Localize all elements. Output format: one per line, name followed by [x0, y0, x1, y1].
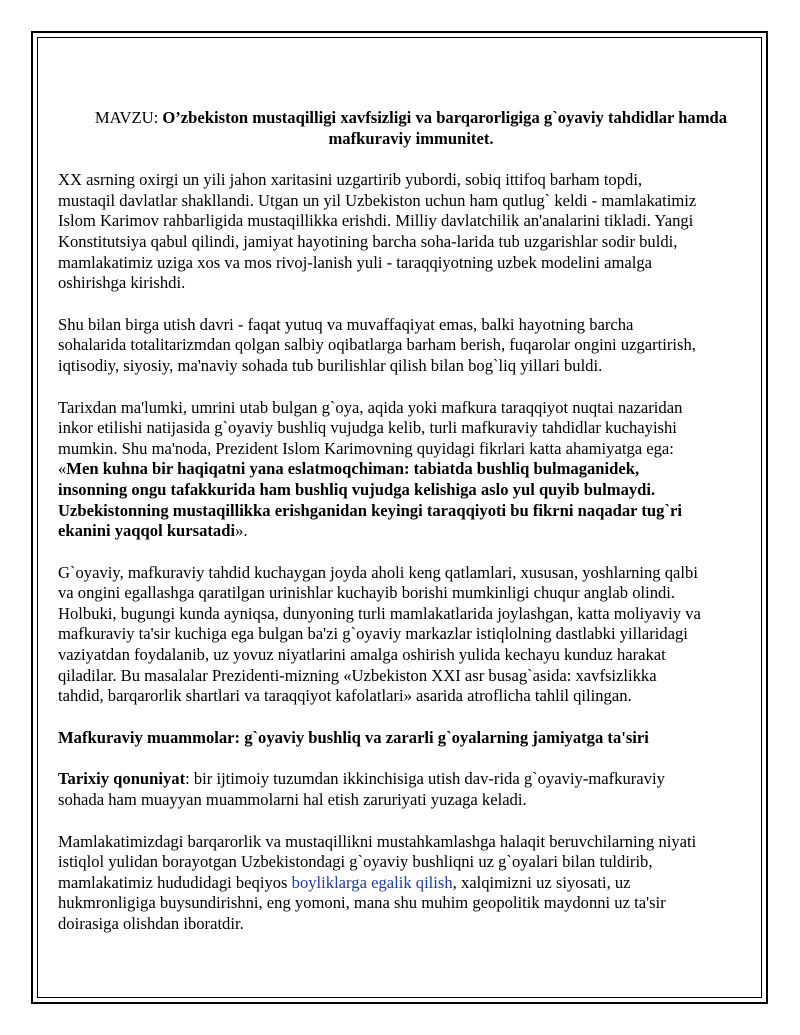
paragraph-line: va ongini egallashga qaratilgan urinishlar kuchayib borishi mumkinligi chuqur anglab olindi.	[58, 583, 676, 603]
paragraph-line: Tarixdan ma'lumki, umrini utab bulgan g`oya, aqida yoki mafkura taraqqiyot nuqtai nazaridan	[58, 397, 683, 417]
paragraph-line: G`oyaviy, mafkuraviy tahdid kuchaygan joyda aholi keng qatlamlari, xususan, yoshlarning qalbi	[58, 562, 698, 582]
paragraph-line: mamlakatimiz hududidagi beqiyos	[58, 872, 292, 892]
paragraph-line: oshirishga kirishdi.	[58, 273, 186, 293]
title-text-line1: O’zbekiston mustaqilligi xavfsizligi va barqarorligiga g`oyaviy tahdidlar hamda	[162, 108, 728, 127]
paragraph-line: doirasiga olishdan iboratdir.	[58, 914, 244, 933]
quote-line: Men kuhna bir haqiqatni yana eslatmoqchiman: tabiatda bushliq bulmaganidek,	[66, 459, 640, 479]
paragraph-line: qiladilar. Bu masalalar Prezidenti-mizning «Uzbekiston XXI asr busag`asida: xavfsizlikka	[58, 665, 657, 685]
paragraph-line: Mamlakatimizdagi barqarorlik va mustaqillikni mustahkamlashga halaqit beruvchilarning niyati	[58, 831, 697, 851]
quote-line: ekanini yaqqol kursatadi	[58, 521, 236, 541]
paragraph-line: sohada ham muayyan muammolarni hal etish zaruriyati yuzaga keladi.	[58, 790, 527, 810]
paragraph-line: , xalqimizni uz siyosati, uz	[452, 872, 631, 892]
paragraph-line: mustaqil davlatlar shakllandi. Utgan un yil Uzbekiston uchun ham qutlug` keldi - mamlakatimiz	[58, 190, 697, 210]
quote-open-mark: «	[58, 459, 67, 479]
term-bold: Tarixiy qonuniyat	[58, 769, 186, 789]
paragraph-3	[58, 398, 764, 542]
paragraph-line: iqtisodiy, siyosiy, ma'naviy sohada tub burilishlar qilish bilan bog`liq yillari buldi.	[58, 355, 603, 375]
document-title	[58, 108, 764, 149]
boyliklarga-link[interactable]: boyliklarga egalik qilish	[291, 872, 453, 892]
paragraph-line: sohalarida totalitarizmdan qolgan salbiy oqibatlarga barham berish, fuqarolar ongini uzgartirish,	[58, 335, 696, 355]
paragraph-line: mamlakatimiz uziga xos va mos rivoj-lanish yuli - taraqqiyotning uzbek modelini amalga	[58, 252, 653, 272]
paragraph-line: Shu bilan birga utish davri - faqat yutuq va muvaffaqiyat emas, balki hayotning barcha	[58, 314, 634, 334]
paragraph-line: mumkin. Shu ma'noda, Prezident Islom Karimovning quyidagi fikrlari katta ahamiyatga ega:	[58, 438, 674, 458]
paragraph-line: tahdid, barqarorlik shartlari va taraqqiyot kafolatlari» asarida atroflicha tahlil qilingan.	[58, 686, 632, 706]
quote-line: insonning ongu tafakkurida ham bushliq vujudga kelishiga aslo yul quyib bulmaydi.	[58, 479, 656, 499]
paragraph-line: Islom Karimov rahbarligida mustaqillikka erishdi. Milliy davlatchilik an'analarini tikladi. Yangi	[58, 211, 694, 231]
title-prefix: MAVZU:	[94, 108, 163, 127]
paragraph-line: vaziyatdan foydalanib, uz yovuz niyatlarini amalga oshirish yulida kechayu kunduz harakat	[58, 645, 666, 665]
paragraph-line: : bir ijtimoiy tuzumdan ikkinchisiga utish dav-rida g`oyaviy-mafkuraviy	[185, 769, 665, 789]
paragraph-2	[58, 315, 764, 377]
paragraph-line: XX asrning oxirgi un yili jahon xaritasini uzgartirib yubordi, sobiq ittifoq barham topdi,	[58, 170, 643, 190]
paragraph-5	[58, 769, 764, 810]
paragraph-line: inkor etilishi natijasida g`oyaviy bushliq vujudga kelib, turli mafkuraviy tahdidlar kuchayishi	[58, 418, 677, 438]
paragraph-line: mafkuraviy ta'sir kuchiga ega bulgan ba'zi g`oyaviy markazlar istiqlolning dastlabki yillaridagi	[58, 624, 688, 644]
paragraph-line: Holbuki, bugungi kunda ayniqsa, dunyoning turli mamlakatlarida joylashgan, katta moliyaviy va	[58, 603, 701, 623]
paragraph-1	[58, 170, 764, 294]
section-heading: Mafkuraviy muammolar: g`oyaviy bushliq va zararli g`oyalarning jamiyatga ta'siri	[58, 727, 649, 747]
quote-line: Uzbekistonning mustaqillikka erishganidan keyingi taraqqiyoti bu fikrni naqadar tug`ri	[58, 500, 682, 520]
title-text-line2: mafkuraviy immunitet.	[328, 128, 494, 148]
paragraph-4	[58, 563, 764, 707]
paragraph-6	[58, 832, 764, 935]
paragraph-line: hukmronligiga buysundirishni, eng yomoni, mana shu muhim geopolitik maydonni uz ta'sir	[58, 893, 666, 913]
quote-close-mark: ».	[235, 521, 248, 541]
document-body	[58, 108, 764, 956]
paragraph-line: Konstitutsiya qabul qilindi, jamiyat hayotining barcha soha-larida tub uzgarishlar sodir buldi,	[58, 231, 678, 251]
paragraph-line: istiqlol yulidan borayotgan Uzbekistondagi g`oyaviy bushliqni uz g`oyalari bilan tuldirib,	[58, 852, 653, 872]
